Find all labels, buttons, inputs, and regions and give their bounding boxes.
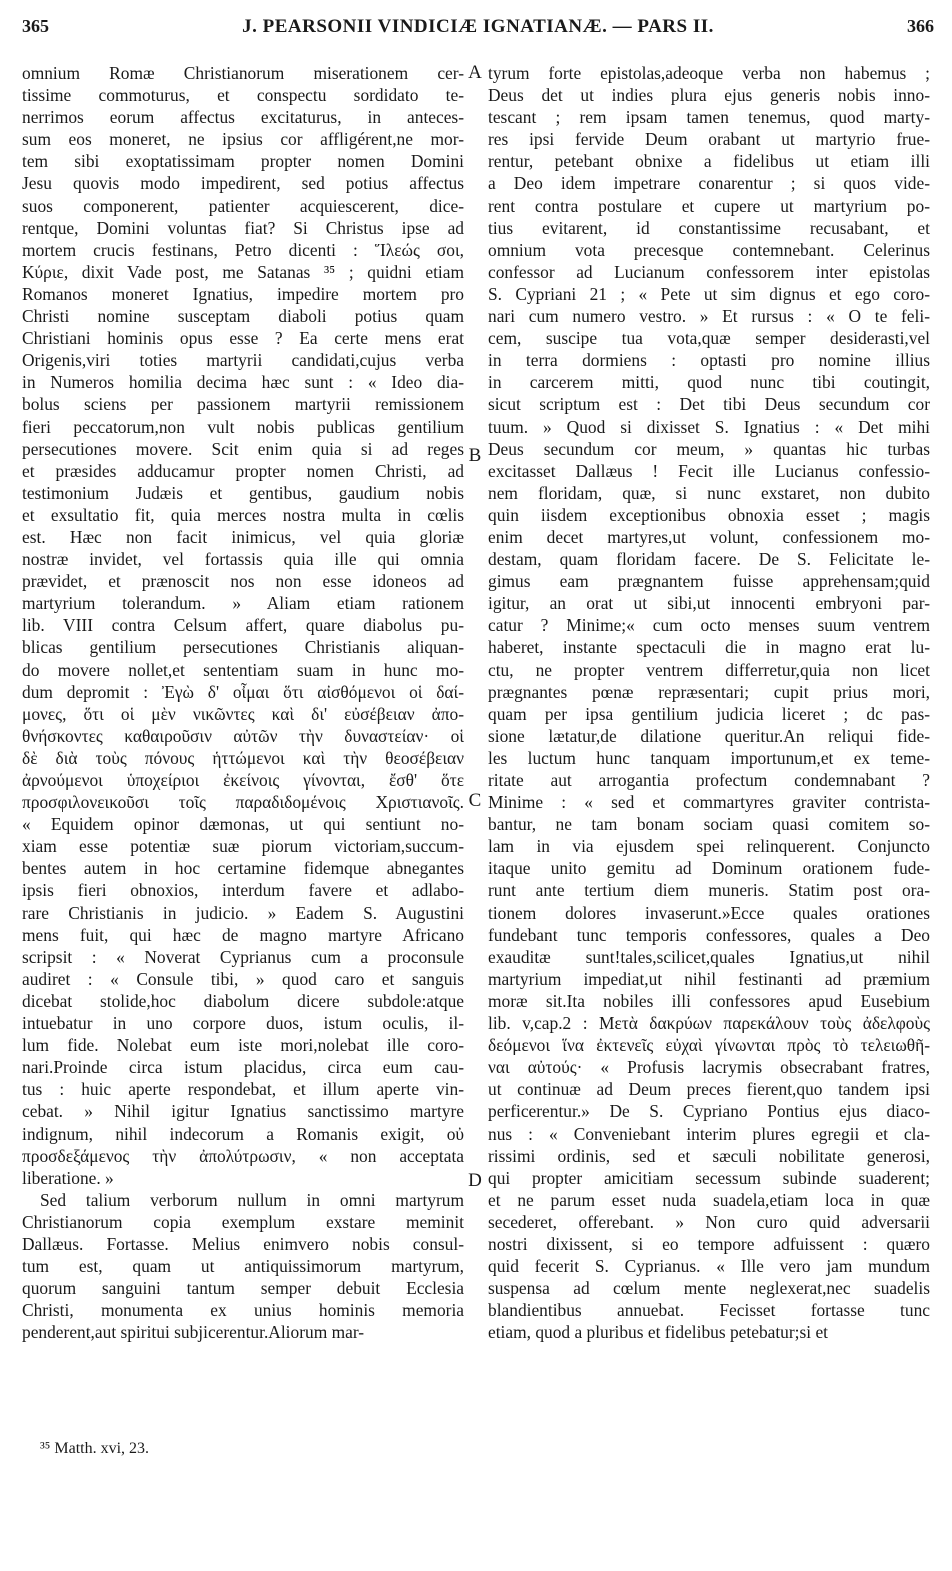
text-line: et præsides adducamur propter nomen Christi, ad: [22, 460, 464, 481]
text-line: « Equidem opinor dæmonas, ut qui sentiunt no-: [22, 814, 464, 835]
text-line: προσδεξάμενος τὴν ἀπολύτρωσιν, « non acceptata: [22, 1145, 464, 1166]
text-line: sione lætatur,de dilatione queritur.An reliqui fide-: [488, 725, 930, 746]
text-line: lum fide. Nolebat eum iste mori,nolebat ille coro-: [22, 1035, 464, 1056]
text-line: lib. VIII contra Celsum affert, quare diabolus pu-: [22, 615, 464, 636]
margin-marker-d: D: [468, 1170, 482, 1191]
text-line: in carcerem mitti, quod nunc tibi coutingit,: [488, 372, 930, 393]
footnote: ³⁵ Matth. xvi, 23.: [40, 1440, 150, 1457]
text-line: haberet, instante spectaculi die in magno erat lu-: [488, 637, 930, 658]
text-line: in Numeros homilia decima hæc sunt : « Ideo dia-: [22, 372, 464, 393]
text-line: προσφιλονεικοῦσι τοῖς παραδιδομένοις Χριστιανοῖς.: [22, 792, 464, 813]
text-line: secederet, offerebant. » Non curo quid adversarii: [488, 1211, 930, 1232]
left-column: [22, 62, 464, 1343]
text-line: excitasset Dallæus ! Fecit ille Lucianus confessio-: [488, 460, 930, 481]
text-line: a Deo idem impetrare conarentur ; si quos vide-: [488, 173, 930, 194]
text-line: nostræ invidet, vel fortassis quia ille qui omnia: [22, 549, 464, 570]
text-line: ut continuæ ad Deum preces fierent,quo tandem ipsi: [488, 1079, 930, 1100]
text-line: Deus secundum cor meum, » quantas hic turbas: [488, 438, 930, 459]
text-line: Sed talium verborum nullum in omni martyrum: [40, 1189, 464, 1210]
text-line: audiret : « Consule tibi, » quod caro et sanguis: [22, 968, 464, 989]
text-line: et ne parum esset nuda suadela,etiam loca in quæ: [488, 1189, 930, 1210]
text-line: omnium vota precesque contemnebant. Celerinus: [488, 239, 930, 260]
text-line: prægnantes pœnæ repræsentari; cupit prius mori,: [488, 681, 930, 702]
text-line: Κύριε, dixit Vade post, me Satanas ³⁵ ; quidni etiam: [22, 261, 464, 282]
text-line: igitur, an orat ut sibi,ut innocenti embryoni par-: [488, 593, 930, 614]
text-line: moræ sit.Ita nobiles illi confessores apud Eusebium: [488, 990, 930, 1011]
margin-marker-a: A: [468, 62, 482, 83]
text-line: quid fecerit S. Cyprianus. « Ille vero jam mundum: [488, 1256, 930, 1277]
text-line: persecutiones movere. Scit enim quia si ad reges: [22, 438, 464, 459]
text-line: Christi, monumenta ex unius hominis memoria: [22, 1300, 464, 1321]
text-line: tuum. » Quod si dixisset S. Ignatius : « Det mihi: [488, 416, 930, 437]
margin-marker-c: C: [468, 790, 482, 811]
text-line: omnium Romæ Christianorum miserationem cer-: [22, 63, 464, 83]
text-line: tescant ; rem ipsam tamen tenemus, quod marty-: [488, 107, 930, 128]
text-line: destam, quam floridam facere. De S. Felicitate le-: [488, 549, 930, 570]
text-line: tissime commoturus, et conspectu sordidato te-: [22, 85, 464, 106]
text-line: tum est, quam ut antiquissimorum martyrum,: [22, 1256, 464, 1277]
text-line: nari cum numero vestro. » Et rursus : « O te feli-: [488, 306, 930, 327]
text-line: itaque unito gemitu ad Dominum orationem fude-: [488, 858, 930, 879]
text-line: S. Cypriani 21 ; « Pete ut sim dignus et ego coro-: [488, 283, 930, 304]
text-line: etiam, quod a pluribus et fidelibus petebatur;si et: [488, 1322, 829, 1343]
text-line: rissimi ordinis, sed et sæculi nobilitate generosi,: [488, 1145, 930, 1166]
text-line: ναι αὐτούς· « Profusis lacrymis obsecrabant fratres,: [488, 1057, 930, 1078]
text-line: rentur, petebant obnixe a fidelibus ut etiam illi: [488, 151, 930, 172]
text-line: bolus sciens per passionem martyrii remissionem: [22, 394, 464, 415]
text-line: lam in via ejusdem spei relinquerent. Conjuncto: [488, 836, 930, 857]
text-line: Christianorum copia exemplum exstare meminit: [22, 1211, 464, 1232]
text-line: res ipsi fervide Deum orabant ut martyrio frue-: [488, 129, 930, 150]
text-line: exauditæ sunt!tales,scilicet,quales Ignatius,ut nihil: [488, 946, 930, 967]
text-line: Christiani hominis opus esse ? Ea certe mens erat: [22, 328, 464, 349]
text-line: rent contra postulare et cupere ut martyrium po-: [488, 195, 930, 216]
text-line: blicas gentilium persecutiones Christianis aliquan-: [22, 637, 464, 658]
text-line: xiam esse potentiæ suæ piorum victoriam,succum-: [22, 836, 464, 857]
text-line: fundebant tunc temporis confessores, quales a Deo: [488, 924, 930, 945]
text-line: ctu, ne propter ventrem differretur,quia non licet: [488, 659, 930, 680]
text-line: fieri peccatorum,non vult nobis publicas gentilium: [22, 416, 464, 437]
text-line: les luctum hunc tanquam importunum,et ex teme-: [488, 747, 930, 768]
text-line: testimonium Judæis et gentibus, gaudium nobis: [22, 482, 464, 503]
text-line: Origenis,viri toties martyrii candidati,cujus verba: [22, 350, 464, 371]
text-line: liberatione. »: [22, 1167, 114, 1188]
text-line: gimus eam prægnantem fuisse apprehensam;quid: [488, 571, 930, 592]
left-page-number: 365: [22, 16, 49, 36]
text-line: martyrium impediat,ut nihil festinanti ad præmium: [488, 968, 930, 989]
text-line: est. Hæc non facit inimicus, vel quia gloriæ: [22, 526, 464, 547]
text-line: suos componerent, patienter acquiescerent, dice-: [22, 195, 464, 216]
text-line: tionem dolores invaserunt.»Ecce quales orationes: [488, 902, 930, 923]
text-line: in terra dormiens : optasti pro nomine illius: [488, 350, 930, 371]
text-line: δεόμενοι ἵνα ἐκτενεῖς εὐχαὶ γίνωνται πρὸς τὸ τελειωθῆ-: [488, 1035, 930, 1056]
text-line: rentque, Domini voluntas fiat? Si Christus ipse ad: [22, 217, 464, 238]
text-line: dum depromit : Ἐγὼ δ' οἶμαι ὅτι αἰσθόμενοι οἱ δαί-: [22, 681, 464, 702]
text-line: ritate aut arrogantia profectum condemnabant ?: [488, 770, 930, 790]
text-line: θνήσκοντες καθαιροῦσιν αὐτῶν τὴν δυναστείαν· οἱ: [22, 725, 464, 746]
text-line: catur ? Minime;« cum octo menses suum ventrem: [488, 615, 930, 636]
text-line: δὲ διὰ τοὺς πόνους ἡττώμενοι καὶ τὴν θεοσέβειαν: [22, 747, 464, 768]
text-line: dicebat stolide,hoc diabolum dicere subdole:atque: [22, 990, 464, 1011]
right-column: [488, 62, 930, 1343]
text-line: prævidet, et prænoscit nos non esse idoneos ad: [22, 571, 464, 592]
text-line: sum eos moneret, ne ipsius cor affligérent,ne mor-: [22, 129, 464, 150]
text-line: martyrium tolerandum. » Aliam etiam rationem: [22, 593, 464, 614]
text-line: cebat. » Nihil igitur Ignatius sanctissimo martyre: [22, 1101, 464, 1122]
text-line: quam per ipsa gentilium judicia liceret ; dc pas-: [488, 703, 930, 724]
text-line: lib. v,cap.2 : Μετὰ δακρύων παρεκάλουν τοὺς ἀδελφοὺς: [488, 1013, 930, 1034]
text-line: sicut scriptum est : Det tibi Deus secundum cor: [488, 394, 930, 415]
text-line: ipsis fieri obnoxios, interdum favere et adlabo-: [22, 880, 464, 901]
text-line: bantur, ne tam bonam sociam quasi comitem so-: [488, 814, 930, 835]
text-line: intuebatur in uno corpore duos, istum oculis, il-: [22, 1013, 464, 1034]
text-line: mens fuit, qui hæc de magno martyre Africano: [22, 924, 464, 945]
text-line: Deus det ut indies plura ejus generis nobis inno-: [488, 85, 930, 106]
text-line: quorum sanguini tantum semper debuit Ecclesia: [22, 1278, 464, 1299]
text-line: indignum, nihil indecorum a Romanis exigit, οὐ: [22, 1123, 464, 1144]
text-line: tius evitarent, id constantissime recusabant, et: [488, 217, 930, 238]
text-line: tus : huic aperte respondebat, et illum aperte vin-: [22, 1079, 464, 1100]
text-line: tyrum forte epistolas,adeoque verba non habemus ;: [488, 63, 930, 83]
running-title: J. PEARSONII VINDICIÆ IGNATIANÆ. — PARS II.: [242, 16, 714, 37]
text-line: bentes autem in hoc certamine fidemque abnegantes: [22, 858, 464, 879]
text-line: rare Christianis in judicio. » Eadem S. Augustini: [22, 902, 464, 923]
text-line: nem floridam, quæ, si nunc exstaret, non dubito: [488, 482, 930, 503]
text-line: cem, suscipe tua vota,quæ semper desiderasti,vel: [488, 328, 930, 349]
text-line: enim decet martyres,ut volunt, confessionem mo-: [488, 526, 930, 547]
text-line: suspensa ad cœlum mente neglexerat,nec suadelis: [488, 1278, 930, 1299]
text-line: et exsultatio fit, quia merces nostra multa in cœlis: [22, 504, 464, 525]
text-line: μονες, ὅτι οἱ μὲν νικῶντες καὶ δι' εὐσέβειαν ἀπο-: [22, 703, 464, 724]
text-line: ἀρνούμενοι ὑποχείριοι ἐκείνοις γίνονται, ἔσθ' ὅτε: [22, 770, 464, 790]
text-line: tem sibi exoptatissimam propter nomen Domini: [22, 151, 464, 172]
text-line: nostri dixissent, si eo tempore adfuissent : quæro: [488, 1233, 930, 1254]
text-line: do movere nollet,et sententiam suam in hunc mo-: [22, 659, 464, 680]
text-line: perficerentur.» De S. Cypriano Pontius ejus diaco-: [488, 1101, 930, 1122]
text-line: Christi nomine susceptam diaboli potius quam: [22, 306, 464, 327]
text-line: penderent,aut spiritui subjicerentur.Aliorum mar-: [22, 1322, 365, 1343]
text-line: quin iisdem exceptionibus obnoxia esset ; magis: [488, 504, 930, 525]
text-line: nus : « Conveniebant interim plures egregii et cla-: [488, 1123, 930, 1144]
text-line: Minime : « sed et commartyres graviter contrista-: [488, 792, 930, 813]
text-line: qui propter amicitiam secessum subinde suaderent;: [488, 1167, 930, 1188]
right-page-number: 366: [907, 16, 934, 36]
text-line: runt ante tertium diem muneris. Statim post ora-: [488, 880, 930, 901]
text-line: Dallæus. Fortasse. Melius enimvero nobis consul-: [22, 1233, 464, 1254]
text-line: confessor ad Lucianum confessorem inter epistolas: [488, 261, 930, 282]
text-line: Jesu quovis modo impedirent, sed potius affectus: [22, 173, 464, 194]
text-line: nerrimos eorum affectus excitaturus, in anteces-: [22, 107, 464, 128]
text-line: blandientibus annuebat. Fecisset fortasse tunc: [488, 1300, 930, 1321]
text-line: mortem crucis festinans, Petro dicenti : Ἵλεώς σοι,: [22, 239, 464, 260]
margin-marker-b: B: [468, 445, 482, 466]
running-header: [22, 16, 934, 44]
text-line: Romanos moneret Ignatius, impedire mortem pro: [22, 283, 464, 304]
text-line: scripsit : « Noverat Cyprianus cum a proconsule: [22, 946, 464, 967]
text-line: nari.Proinde circa istum placidus, circa eum cau-: [22, 1057, 464, 1078]
